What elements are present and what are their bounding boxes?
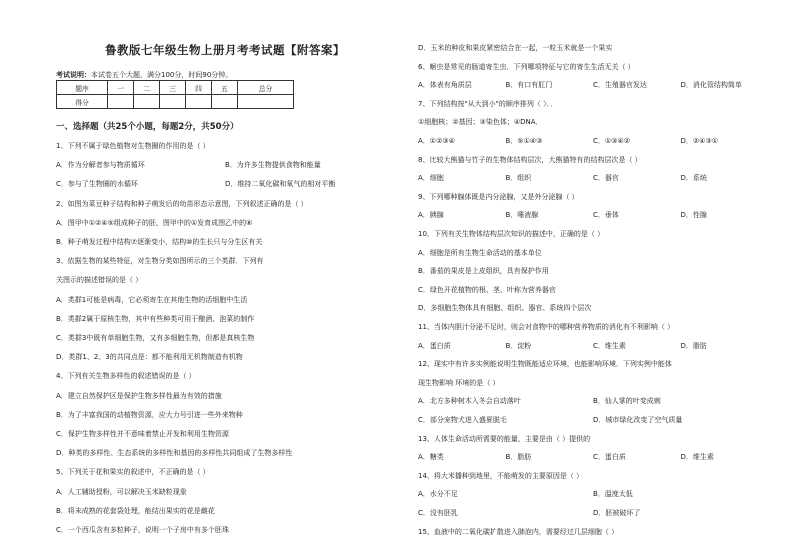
option-text: B．温度太低	[593, 490, 633, 499]
question-line: B．番茄的果皮是上皮组织，具有保护作用	[418, 267, 549, 276]
score-header-cell: 五	[212, 81, 238, 95]
score-cell[interactable]	[186, 95, 212, 109]
score-header-cell: 二	[134, 81, 160, 95]
question-line: 2、如图为菜豆种子结构和种子萌发后的幼苗形态示意图，下列叙述正确的是（ ）	[56, 199, 308, 208]
score-row-label: 得分	[57, 95, 108, 109]
option-text: B．组织	[505, 174, 532, 183]
option-text: D．脂肪	[680, 341, 707, 350]
option-text: C．蛋白质	[593, 453, 626, 462]
question-line: C．绿色开花植物的根、茎、叶称为营养器官	[418, 285, 556, 294]
question-line: A．类群1可能是病毒，它必须寄生在其他生物的活细胞中生活	[56, 295, 248, 304]
score-header-row	[57, 81, 294, 95]
question-line: 12、现实中有许多实例能说明生物既能适应环境，也能影响环境．下列实例中能体	[418, 360, 672, 369]
score-header-cell: 总分	[238, 81, 294, 95]
option-text: A．蛋白质	[418, 341, 451, 350]
option-text: D．②④③①	[680, 137, 718, 145]
question-line: 现生物影响 环境的是（ ）	[418, 378, 500, 387]
question-line: 11、当体内胆汁分泌不足时，则会对食物中的哪种营养物质的消化有不利影响（ ）	[418, 323, 675, 331]
option-text: D．系统	[680, 174, 707, 183]
score-header-cell: 一	[108, 81, 134, 95]
option-text: B．淀粉	[505, 341, 532, 350]
option-text: A．胰腺	[418, 211, 444, 220]
question-line: 4、下列有关生物多样性的叙述错误的是（ ）	[56, 372, 196, 381]
question-line: 8、比较大熊猫与竹子的生物体结构层次，大熊猫特有的结构层次是（ ）	[418, 155, 642, 164]
option-text: C．部分宠物犬进入盛夏脱毛	[418, 416, 507, 424]
option-text: D．维生素	[680, 453, 714, 462]
option-text: D．维持二氧化碳和氧气的相对平衡	[225, 180, 336, 189]
option-text: D．城市绿化改变了空气质量	[593, 416, 683, 424]
question-line: ①细胞核；②基因；③染色体；④DNA．	[418, 118, 543, 127]
option-text: B．仙人掌的叶变成刺	[593, 397, 661, 406]
option-text: B．有口有肛门	[505, 81, 553, 90]
question-line: D．玉米的种皮和果皮紧密结合在一起，一粒玉米就是一个果实	[418, 44, 613, 52]
question-line: 6、蛔虫是常见的肠道寄生虫．下列哪项特征与它的寄生生活无关（ ）	[418, 62, 635, 71]
exam-note	[56, 70, 232, 80]
score-header-cell: 题序	[57, 81, 108, 95]
option-text: A．作为分解者参与物质循环	[56, 161, 145, 170]
option-text: B．脂肪	[505, 453, 532, 462]
option-text: C．参与了生物圈的水循环	[56, 180, 138, 189]
question-line: 9、下列哪种腺体既是内分泌腺，又是外分泌腺（ ）	[418, 192, 579, 201]
option-text: A．①②③④	[418, 137, 455, 145]
section-heading: 一、选择题（共25个小题，每题2分，共50分）	[56, 122, 239, 132]
score-header-cell: 四	[186, 81, 212, 95]
question-line: A．建立自然保护区是保护生物多样性最为有效的措施	[56, 391, 222, 400]
option-text: D．性腺	[680, 211, 707, 220]
option-text: B．为许多生物提供食物和能量	[225, 161, 321, 170]
score-header-cell: 三	[160, 81, 186, 95]
option-text: A．糖类	[418, 453, 444, 462]
question-line: B．种子萌发过程中结构⑦逐渐变小，结构⑩的生长只与分生区有关	[56, 238, 263, 246]
question-line: A．图甲中①②④⑤组成种子的胚，图甲中的①发育成图乙中的⑥	[56, 218, 253, 227]
question-line: 7、下列结构按"从大到小"的顺序排列（ ）．．	[418, 99, 558, 108]
option-text: A．细胞	[418, 174, 444, 183]
question-line: 15、血液中的二氧化碳扩散进入肺泡内，需要经过几层细胞（ ）	[418, 527, 619, 536]
score-cell[interactable]	[108, 95, 134, 109]
question-line: 1、下列不属于绿色植物对生物圈的作用的是（ ）	[56, 142, 210, 150]
question-line: D．种类的多样性、生态系统的多样性和基因的多样性共同组成了生物多样性	[56, 449, 293, 458]
score-cell[interactable]	[212, 95, 238, 109]
option-text: B．⑤①④③	[505, 137, 543, 145]
question-line: A．细胞是所有生物生命活动的基本单位	[418, 248, 542, 257]
question-line: D．多细胞生物体具有细胞、组织、器官、系统四个层次	[418, 304, 592, 313]
question-line: B．类群2属于原核生物，其中有些种类可用于酿酒、泡菜的制作	[56, 314, 255, 323]
question-line: 13、人体生命活动所需要的能量，主要是由（ ）提供的	[418, 434, 591, 443]
score-cell[interactable]	[160, 95, 186, 109]
question-line: D．类群1、2、3的共同点是：都不能利用无机物制造有机物	[56, 353, 243, 362]
question-line: 关图示的描述错误的是（ ）	[56, 276, 143, 285]
question-line: C．类群3中既有单细胞生物，又有多细胞生物，但都是真核生物	[56, 334, 255, 342]
question-line: B．为了丰富我国的动植物资源，应大力号引进一些外来物种	[56, 410, 243, 419]
option-text: C．器官	[593, 174, 619, 183]
option-text: C．维生素	[593, 341, 626, 350]
option-text: C．没有胚乳	[418, 509, 458, 517]
question-line: 14、将大米播种到地里，不能萌发的主要原因是（ ）	[418, 471, 584, 480]
question-line: C．保护生物多样性并不意味着禁止开发和利用生物资源	[56, 430, 229, 438]
option-text: C．垂体	[593, 211, 619, 220]
option-text: D．胚被破坏了	[593, 509, 641, 517]
option-text: C．①③④②	[593, 137, 630, 145]
exam-title: 鲁教版七年级生物上册月考考试题【附答案】	[105, 43, 345, 57]
option-text: A．水分不足	[418, 490, 458, 499]
question-line: 5、下列关于花和果实的叙述中，不正确的是（ ）	[56, 468, 210, 477]
score-cell[interactable]	[134, 95, 160, 109]
question-line: A．人工辅助授粉，可以解决玉米缺粒现象	[56, 487, 187, 496]
score-table	[56, 80, 294, 109]
question-line: 3、依据生物的某些特征，对生物分类如图所示的三个类群．下列有	[56, 257, 264, 266]
option-text: A．体表有角质层	[418, 81, 472, 90]
question-line: 10、下列有关生物体结构层次知识的描述中，正确的是（ ）	[418, 230, 605, 238]
option-text: A．北方多种树木入冬会自动落叶	[418, 397, 521, 406]
question-line: C．一个西瓜含有多粒种子，说明一个子房中有多个胚珠	[56, 526, 229, 534]
score-value-row	[57, 95, 294, 109]
question-line: B．将未成熟的花套袋处理，能结出果实的花是雌花	[56, 506, 215, 515]
note-text: 本试卷五个大题，满分100分，时间90分钟。	[91, 71, 233, 79]
note-label: 考试说明：	[56, 71, 91, 79]
option-text: D．消化管结构简单	[680, 81, 742, 90]
score-cell[interactable]	[238, 95, 294, 109]
option-text: B．唾液腺	[505, 211, 539, 220]
option-text: C．生殖器官发达	[593, 81, 647, 90]
